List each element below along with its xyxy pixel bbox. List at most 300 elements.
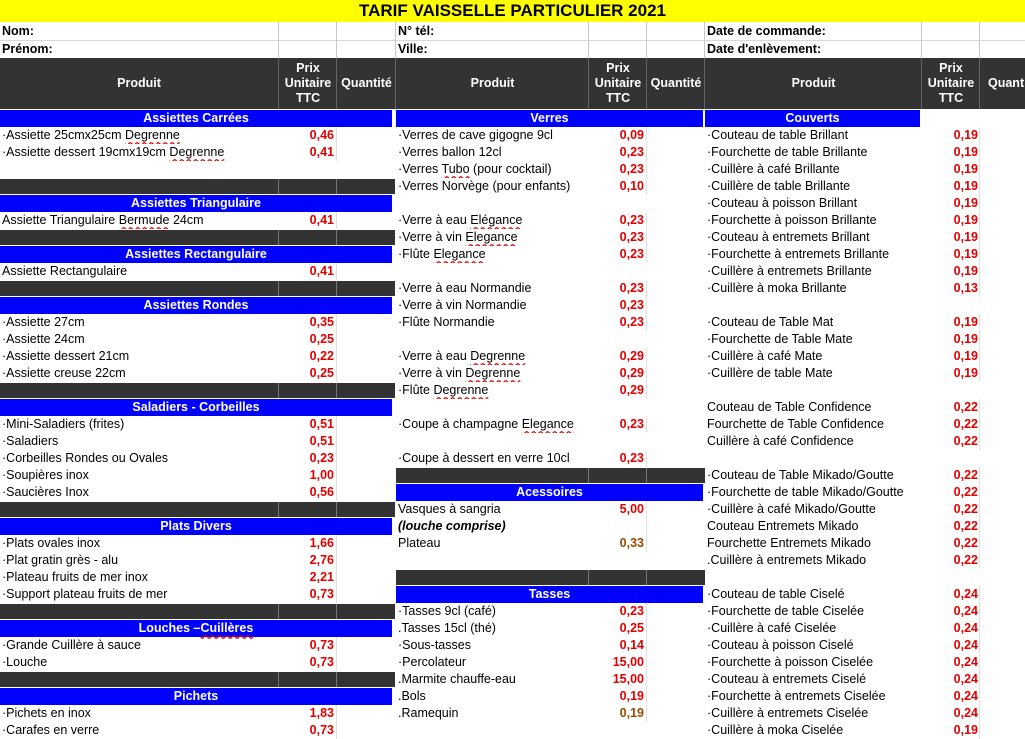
product-name: ·Cuillère à entremets Brillante (707, 264, 872, 278)
product-name: ·Cuillère de table Brillante (707, 179, 851, 193)
section-header: Verres (396, 110, 703, 127)
product-row (705, 586, 1025, 603)
quantity-cell[interactable] (336, 484, 396, 501)
product-row (705, 127, 1025, 144)
product-name: Plateau (398, 536, 441, 550)
product-row (396, 382, 705, 399)
product-name: ·Louche (2, 655, 48, 669)
product-price: 0,19 (953, 723, 978, 737)
product-row (396, 161, 705, 178)
product-name: ·Fourchette de table Mikado/Goutte (707, 485, 904, 499)
quantity-cell[interactable] (979, 365, 1025, 382)
quantity-cell[interactable] (336, 263, 396, 280)
separator-cell-line (278, 230, 279, 245)
product-name: ·Cuillère à café Ciselée (707, 621, 837, 635)
quantity-cell[interactable] (336, 331, 396, 348)
product-name: ·Couteau de table Ciselé (707, 587, 845, 601)
product-name: .Ramequin (398, 706, 459, 720)
product-price: 1,66 (309, 536, 334, 550)
product-row (705, 195, 1025, 212)
product-price: 0,23 (619, 281, 644, 295)
product-row (396, 365, 705, 382)
product-name: ·Coupe à champagne Elegance (398, 417, 574, 431)
section-header: Saladiers - Corbeilles (0, 399, 392, 416)
product-row (0, 144, 395, 161)
quantity-cell[interactable] (646, 212, 706, 229)
product-row (396, 603, 705, 620)
quantity-cell[interactable] (979, 705, 1025, 722)
quantity-cell[interactable] (979, 161, 1025, 178)
product-price: 0,41 (309, 145, 334, 159)
spellcheck-word: Degrenne (124, 128, 180, 142)
product-row (0, 348, 395, 365)
product-row (705, 229, 1025, 246)
product-row (396, 229, 705, 246)
separator-cell-line (646, 570, 647, 585)
product-price: 0,35 (309, 315, 334, 329)
product-price: 0,22 (953, 417, 978, 431)
product-price: 1,83 (309, 706, 334, 720)
header-prix-3: Prix Unitaire TTC (921, 58, 980, 109)
product-price: 0,73 (309, 638, 334, 652)
product-price: 0,24 (953, 587, 978, 601)
product-name: ·Fourchette à poisson Ciselée (707, 655, 874, 669)
product-row (705, 518, 1025, 535)
quantity-cell[interactable] (646, 535, 706, 552)
product-row (396, 688, 705, 705)
separator-bar (0, 604, 395, 619)
quantity-cell[interactable] (646, 229, 706, 246)
section-header: Assiettes Triangulaire (0, 195, 392, 212)
product-name: ·Couteau à poisson Brillant (707, 196, 858, 210)
quantity-cell[interactable] (979, 535, 1025, 552)
section-header: Plats Divers (0, 518, 392, 535)
quantity-cell[interactable] (336, 654, 396, 671)
quantity-cell[interactable] (979, 671, 1025, 688)
product-row (396, 178, 705, 195)
table-header (0, 58, 1025, 109)
product-price: 0,23 (619, 162, 644, 176)
product-row (705, 416, 1025, 433)
product-name: ·Assiette dessert 19cmx19cm Degrenne (2, 145, 225, 159)
spellcheck-word: Cuillères (200, 621, 254, 635)
product-row (705, 365, 1025, 382)
product-price: 0,29 (619, 349, 644, 363)
product-row (0, 535, 395, 552)
product-row (0, 586, 395, 603)
section-header: Couverts (705, 110, 920, 127)
product-row (705, 535, 1025, 552)
product-price: 0,24 (953, 655, 978, 669)
quantity-cell[interactable] (979, 518, 1025, 535)
quantity-cell[interactable] (979, 178, 1025, 195)
product-price: 0,22 (953, 519, 978, 533)
product-price: 0,23 (619, 315, 644, 329)
separator-bar (396, 468, 705, 483)
quantity-cell[interactable] (336, 144, 396, 161)
product-price: 0,24 (953, 706, 978, 720)
quantity-cell[interactable] (336, 722, 396, 739)
product-price: 0,73 (309, 587, 334, 601)
quantity-cell[interactable] (979, 144, 1025, 161)
quantity-cell[interactable] (646, 161, 706, 178)
product-price: 1,00 (309, 468, 334, 482)
product-name: ·Assiette 25cmx25cm Degrenne (2, 128, 180, 142)
quantity-cell[interactable] (336, 586, 396, 603)
quantity-cell[interactable] (646, 501, 706, 518)
product-row (396, 450, 705, 467)
section-header: Assiettes Rondes (0, 297, 392, 314)
product-price: 0,24 (953, 672, 978, 686)
product-price: 0,22 (953, 468, 978, 482)
customer-info-form (0, 22, 1025, 58)
quantity-cell[interactable] (336, 552, 396, 569)
product-price: 5,00 (619, 502, 644, 516)
product-price: 0,23 (619, 145, 644, 159)
separator-cell-line (278, 672, 279, 687)
product-name: ·Corbeilles Rondes ou Ovales (2, 451, 169, 465)
spellcheck-word: Degrenne (465, 366, 521, 380)
product-name: ·Flûte Elegance (398, 247, 486, 261)
product-price: 0,19 (953, 264, 978, 278)
product-row (705, 246, 1025, 263)
quantity-cell[interactable] (979, 484, 1025, 501)
quantity-cell[interactable] (646, 671, 706, 688)
quantity-cell[interactable] (336, 467, 396, 484)
date-enlevement-label: Date d'enlèvement: (707, 42, 822, 56)
separator-bar (0, 281, 395, 296)
product-name: .Marmite chauffe-eau (398, 672, 516, 686)
quantity-cell[interactable] (336, 314, 396, 331)
product-row (705, 280, 1025, 297)
product-price: 0,41 (309, 264, 334, 278)
quantity-cell[interactable] (646, 365, 706, 382)
spellcheck-word: Elegance (433, 247, 486, 261)
product-row (705, 314, 1025, 331)
product-price: 0,23 (619, 213, 644, 227)
product-row (705, 620, 1025, 637)
product-name: ·Cuillère à entremets Ciselée (707, 706, 869, 720)
product-name: ·Verre à vin Degrenne (398, 366, 521, 380)
product-row (705, 263, 1025, 280)
quantity-cell[interactable] (336, 348, 396, 365)
grid-line (336, 22, 337, 58)
header-produit-2: Produit (395, 58, 589, 109)
quantity-cell[interactable] (646, 620, 706, 637)
product-name: ·Fourchette de table Ciselée (707, 604, 865, 618)
quantity-cell[interactable] (979, 501, 1025, 518)
product-name: Assiette Rectangulaire (2, 264, 128, 278)
product-name: ·Fourchette de Table Mate (707, 332, 853, 346)
product-price: 0,24 (953, 621, 978, 635)
quantity-cell[interactable] (646, 144, 706, 161)
separator-cell-line (336, 230, 337, 245)
quantity-cell[interactable] (979, 586, 1025, 603)
quantity-cell[interactable] (646, 178, 706, 195)
product-row (705, 654, 1025, 671)
separator-cell-line (278, 502, 279, 517)
product-name: (louche comprise) (398, 519, 506, 533)
header-prix-2: Prix Unitaire TTC (588, 58, 647, 109)
product-row (0, 127, 395, 144)
product-price: 0,51 (309, 434, 334, 448)
product-name: ·Verre à eau Elégance (398, 213, 523, 227)
quantity-cell[interactable] (979, 603, 1025, 620)
product-name: .Bols (398, 689, 426, 703)
product-price: 0,19 (953, 179, 978, 193)
quantity-cell[interactable] (979, 722, 1025, 739)
product-name: ·Cuillère à moka Brillante (707, 281, 847, 295)
separator-cell-line (336, 672, 337, 687)
product-price: 0,23 (619, 230, 644, 244)
quantity-cell[interactable] (646, 637, 706, 654)
quantity-cell[interactable] (336, 705, 396, 722)
product-price: 0,24 (953, 689, 978, 703)
product-name: ·Assiette dessert 21cm (2, 349, 130, 363)
quantity-cell[interactable] (979, 433, 1025, 450)
product-price: 0,24 (953, 604, 978, 618)
spellcheck-word: Elegance (465, 230, 518, 244)
quantity-cell[interactable] (646, 416, 706, 433)
quantity-cell[interactable] (979, 212, 1025, 229)
quantity-cell[interactable] (979, 399, 1025, 416)
quantity-cell[interactable] (979, 620, 1025, 637)
product-row (396, 637, 705, 654)
product-row (396, 671, 705, 688)
product-price: 2,21 (309, 570, 334, 584)
quantity-cell[interactable] (646, 654, 706, 671)
quantity-cell[interactable] (336, 450, 396, 467)
header-quantite-2: Quantité (646, 58, 705, 109)
product-row (0, 416, 395, 433)
product-price: 0,29 (619, 383, 644, 397)
quantity-cell[interactable] (979, 637, 1025, 654)
product-row (396, 535, 705, 552)
product-row (705, 433, 1025, 450)
spellcheck-word: Elegance (521, 417, 574, 431)
product-row (705, 705, 1025, 722)
product-price: 0,22 (953, 400, 978, 414)
quantity-cell[interactable] (646, 603, 706, 620)
product-price: 0,23 (619, 604, 644, 618)
quantity-cell[interactable] (979, 195, 1025, 212)
product-name: ·Couteau de Table Mikado/Goutte (707, 468, 894, 482)
product-name: ·Plateau fruits de mer inox (2, 570, 148, 584)
product-name: ·Saladiers (2, 434, 59, 448)
info-row-1 (0, 22, 1025, 41)
quantity-cell[interactable] (336, 212, 396, 229)
product-row (705, 603, 1025, 620)
product-row (396, 127, 705, 144)
separator-bar (396, 570, 705, 585)
product-row (705, 161, 1025, 178)
product-price: 0,22 (953, 536, 978, 550)
quantity-cell[interactable] (979, 467, 1025, 484)
product-row (0, 212, 395, 229)
quantity-cell[interactable] (336, 569, 396, 586)
quantity-cell[interactable] (336, 416, 396, 433)
quantity-cell[interactable] (646, 280, 706, 297)
product-row (396, 246, 705, 263)
product-name: ·Verres de cave gigogne 9cl (398, 128, 553, 142)
product-row (705, 501, 1025, 518)
product-row (396, 620, 705, 637)
product-row (0, 467, 395, 484)
quantity-cell[interactable] (336, 637, 396, 654)
product-name: ·Pichets en inox (2, 706, 91, 720)
quantity-cell[interactable] (979, 331, 1025, 348)
quantity-cell[interactable] (646, 297, 706, 314)
product-name: ·Fourchette de table Brillante (707, 145, 868, 159)
product-row (705, 688, 1025, 705)
product-price: 0,19 (953, 145, 978, 159)
quantity-cell[interactable] (336, 127, 396, 144)
quantity-cell[interactable] (979, 127, 1025, 144)
product-name: Cuillère à café Confidence (707, 434, 854, 448)
separator-bar (0, 502, 395, 517)
quantity-cell[interactable] (336, 433, 396, 450)
product-row (0, 722, 395, 739)
product-name: ·Cuillère de table Mate (707, 366, 833, 380)
product-name: ·Couteau à entremets Brillant (707, 230, 870, 244)
product-row (396, 280, 705, 297)
product-price: 0,09 (619, 128, 644, 142)
product-name: .Tasses 15cl (thé) (398, 621, 496, 635)
quantity-cell[interactable] (646, 246, 706, 263)
quantity-cell[interactable] (979, 263, 1025, 280)
quantity-cell[interactable] (646, 127, 706, 144)
quantity-cell[interactable] (646, 688, 706, 705)
product-name: ·Cuillère à café Mikado/Goutte (707, 502, 876, 516)
header-prix-1: Prix Unitaire TTC (278, 58, 337, 109)
product-price: 0,19 (953, 196, 978, 210)
quantity-cell[interactable] (646, 705, 706, 722)
product-row (396, 212, 705, 229)
product-name: .Cuillère à entremets Mikado (707, 553, 867, 567)
product-price: 0,10 (619, 179, 644, 193)
quantity-cell[interactable] (979, 416, 1025, 433)
product-name: Vasques à sangria (398, 502, 501, 516)
quantity-cell[interactable] (336, 365, 396, 382)
section-header: Assiettes Carrées (0, 110, 392, 127)
product-price: 0,33 (619, 536, 644, 550)
product-row (705, 671, 1025, 688)
product-price: 0,13 (953, 281, 978, 295)
product-row (0, 450, 395, 467)
product-name: ·Sous-tasses (398, 638, 471, 652)
product-row (396, 705, 705, 722)
product-row (0, 484, 395, 501)
product-row (396, 348, 705, 365)
header-produit-3: Produit (704, 58, 922, 109)
quantity-cell[interactable] (979, 314, 1025, 331)
quantity-cell[interactable] (979, 246, 1025, 263)
product-name: ·Cuillère à café Mate (707, 349, 823, 363)
quantity-cell[interactable] (979, 552, 1025, 569)
product-price: 0,19 (953, 366, 978, 380)
product-name: ·Verre à vin Normandie (398, 298, 527, 312)
separator-bar (0, 383, 395, 398)
quantity-cell[interactable] (646, 450, 706, 467)
quantity-cell[interactable] (646, 314, 706, 331)
separator-cell-line (278, 281, 279, 296)
product-row (0, 331, 395, 348)
product-price: 0,29 (619, 366, 644, 380)
product-price: 15,00 (612, 655, 644, 669)
separator-cell-line (278, 383, 279, 398)
section-header: Pichets (0, 688, 392, 705)
product-price: 0,19 (953, 349, 978, 363)
product-row (396, 297, 705, 314)
product-name: ·Flûte Normandie (398, 315, 495, 329)
product-price: 0,22 (309, 349, 334, 363)
separator-cell-line (588, 468, 589, 483)
info-row-2 (0, 40, 1025, 59)
product-row (0, 654, 395, 671)
product-price: 0,22 (953, 553, 978, 567)
product-price: 0,19 (953, 213, 978, 227)
quantity-cell[interactable] (336, 535, 396, 552)
quantity-cell[interactable] (979, 348, 1025, 365)
quantity-cell[interactable] (646, 518, 706, 535)
product-name: ·Fourchette à poisson Brillante (707, 213, 877, 227)
separator-bar (0, 230, 395, 245)
quantity-cell[interactable] (979, 688, 1025, 705)
quantity-cell[interactable] (979, 229, 1025, 246)
quantity-cell[interactable] (646, 382, 706, 399)
product-name: ·Fourchette à entremets Ciselée (707, 689, 886, 703)
grid-line (278, 22, 279, 58)
product-name: ·Flûte Degrenne (398, 383, 489, 397)
product-name: ·Coupe à dessert en verre 10cl (398, 451, 570, 465)
separator-bar (0, 179, 395, 194)
product-price: 0,23 (619, 417, 644, 431)
grid-line (646, 22, 647, 58)
grid-line (704, 22, 705, 58)
product-name: ·Cuillère à café Brillante (707, 162, 840, 176)
product-name: Couteau Entremets Mikado (707, 519, 859, 533)
product-price: 0,19 (953, 332, 978, 346)
product-row (705, 178, 1025, 195)
separator-cell-line (278, 179, 279, 194)
header-quantite-3: Quant (979, 58, 1025, 109)
grid-line (395, 22, 396, 58)
separator-cell-line (646, 468, 647, 483)
quantity-cell[interactable] (979, 280, 1025, 297)
product-name: ·Plats ovales inox (2, 536, 100, 550)
product-row (705, 722, 1025, 739)
tel-label: N° tél: (398, 24, 435, 38)
product-row (705, 637, 1025, 654)
section-header: Tasses (396, 586, 703, 603)
product-name: Assiette Triangulaire Bermude 24cm (2, 213, 204, 227)
product-price: 0,19 (953, 315, 978, 329)
product-name: Couteau de Table Confidence (707, 400, 872, 414)
product-price: 0,22 (953, 434, 978, 448)
product-price: 0,19 (619, 706, 644, 720)
product-row (396, 654, 705, 671)
product-row (0, 637, 395, 654)
quantity-cell[interactable] (979, 654, 1025, 671)
spellcheck-word: Degrenne (470, 349, 526, 363)
ville-label: Ville: (398, 42, 428, 56)
product-row (705, 144, 1025, 161)
product-name: ·Grande Cuillère à sauce (2, 638, 141, 652)
product-price: 0,19 (953, 230, 978, 244)
product-row (396, 416, 705, 433)
product-price: 0,25 (309, 366, 334, 380)
quantity-cell[interactable] (646, 348, 706, 365)
